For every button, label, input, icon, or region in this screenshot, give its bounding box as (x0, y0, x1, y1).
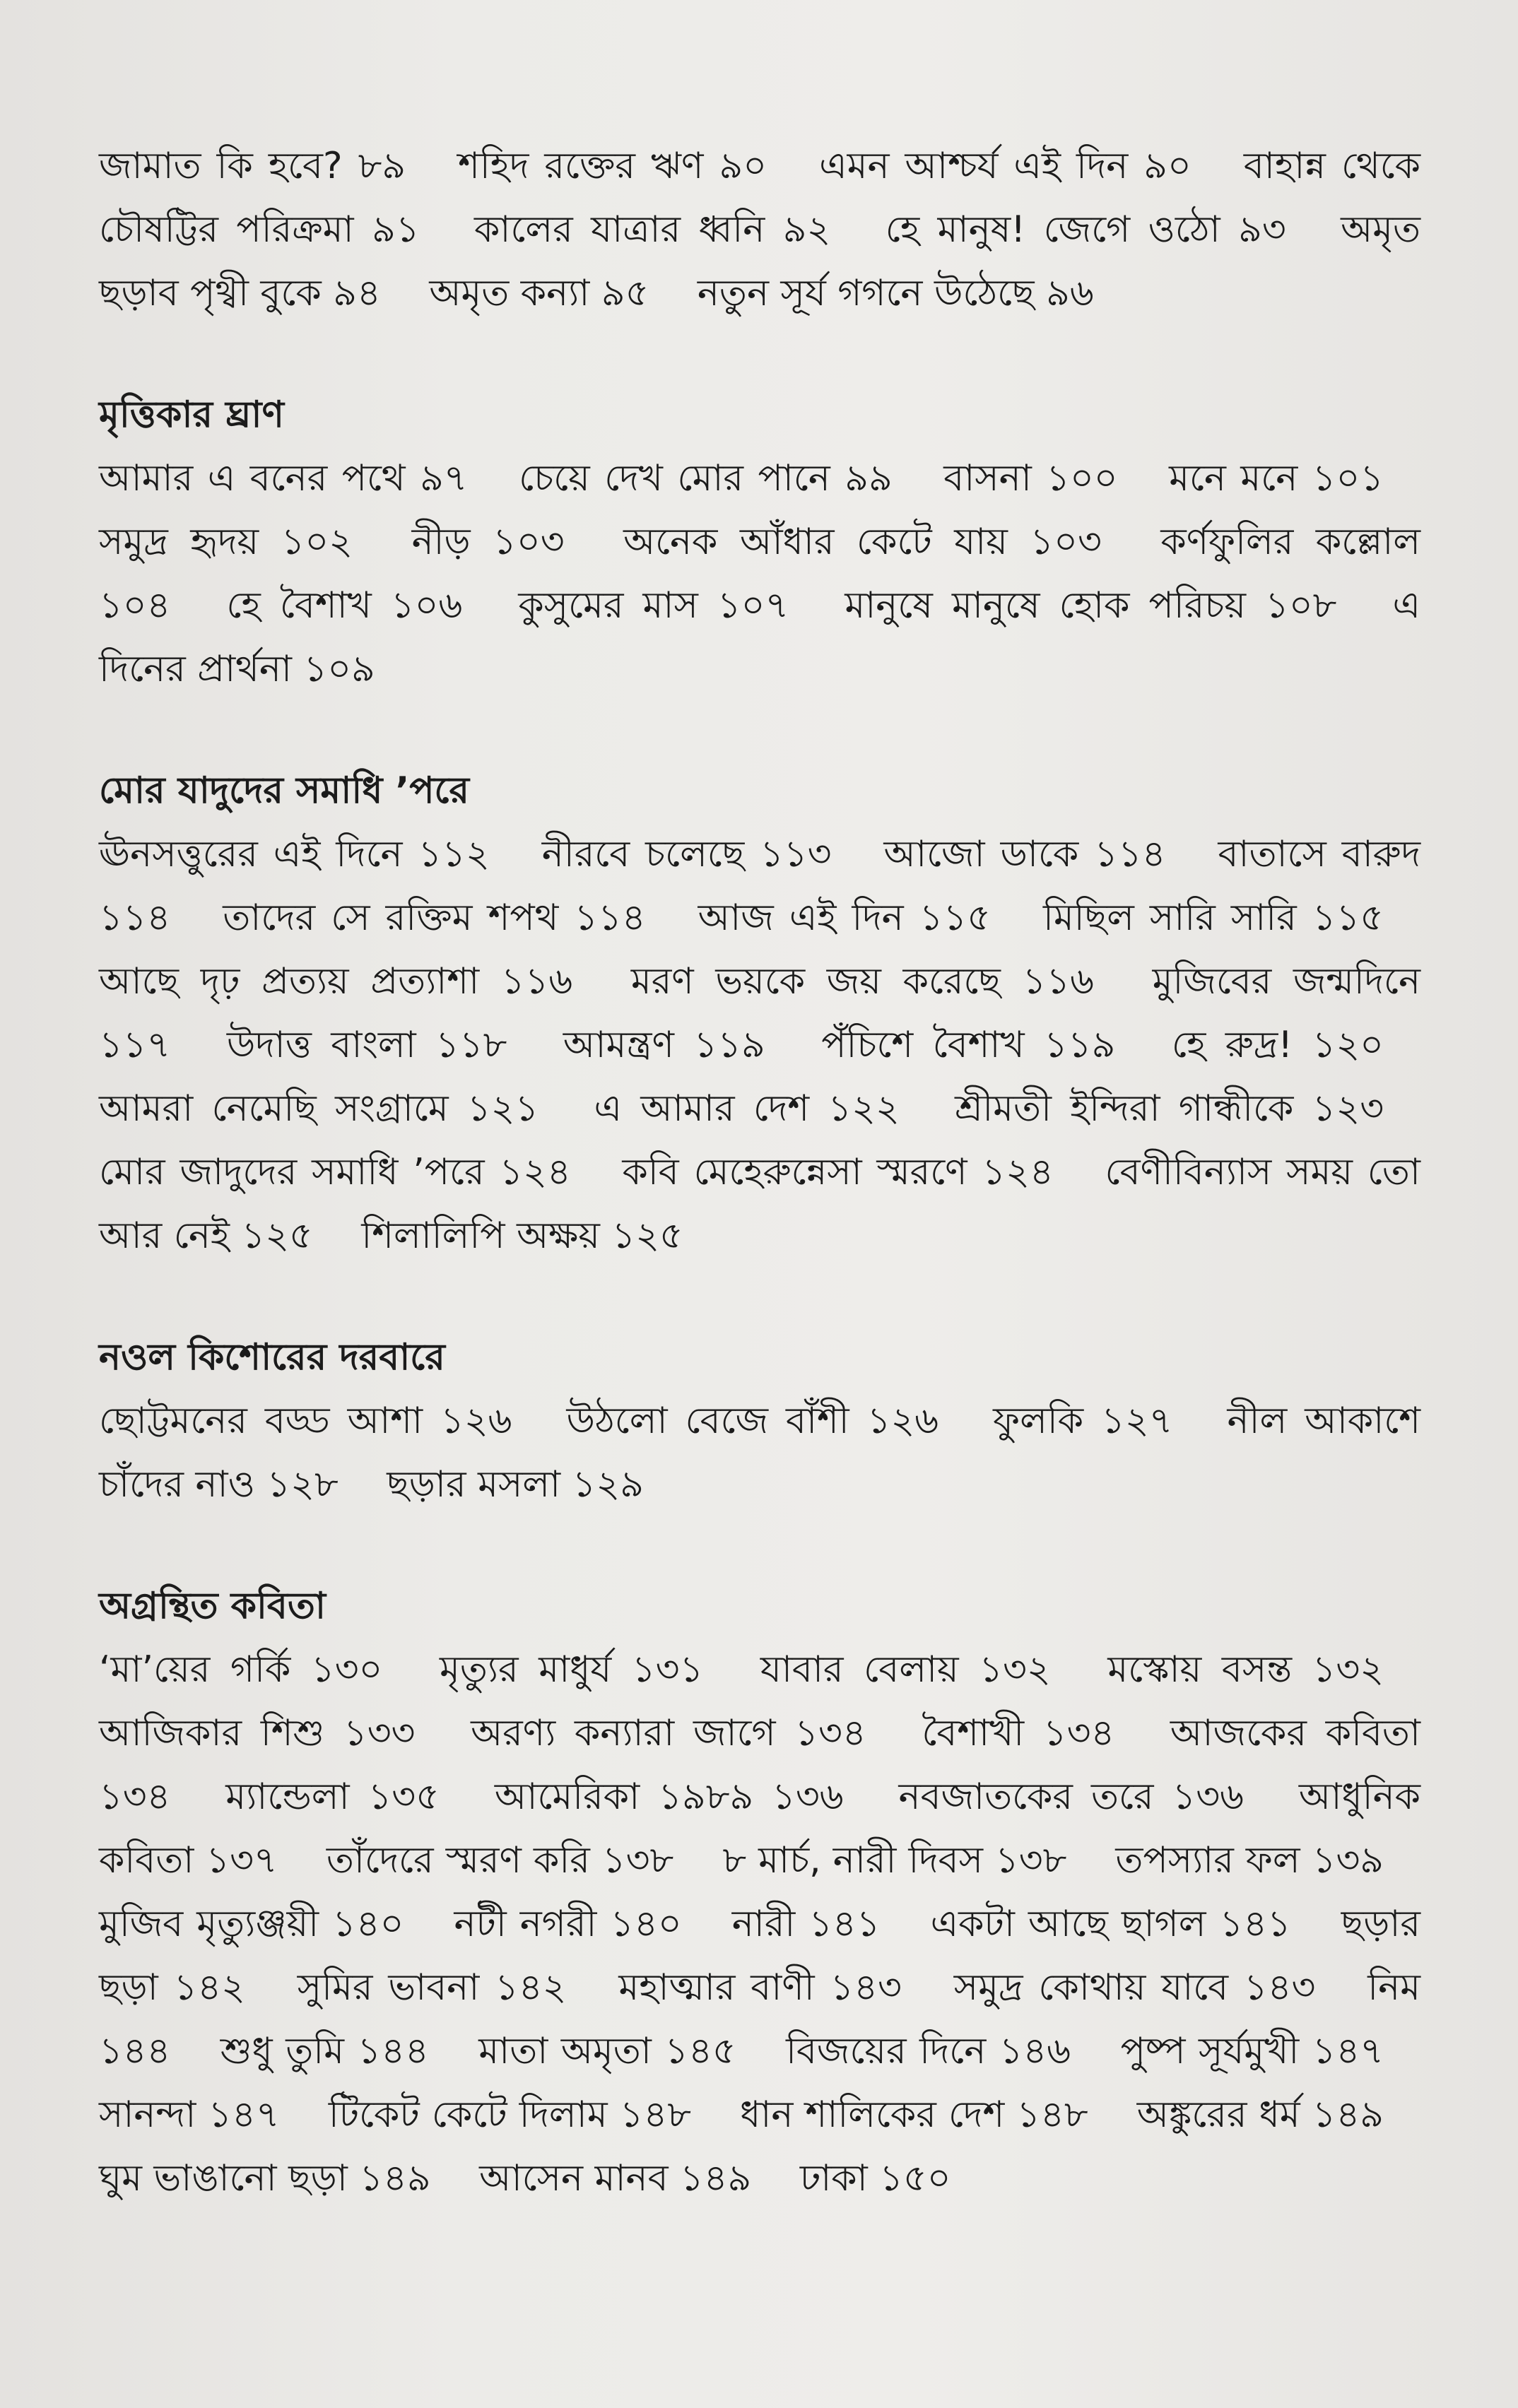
toc-entry: সানন্দা ১৪৭ (99, 2094, 280, 2136)
toc-entry: নীল আকাশে চাঁদের নাও ১২৮ (99, 1400, 1421, 1506)
toc-entry: নীরবে চলেছে ১১৩ (541, 833, 832, 875)
toc-entry: মরণ ভয়কে জয় করেছে ১১৬ (630, 960, 1094, 1003)
toc-entry: শ্রীমতী ইন্দিরা গান্ধীকে ১২৩ (955, 1087, 1384, 1130)
toc-entry: আমরা নেমেছি সংগ্রামে ১২১ (99, 1087, 539, 1130)
toc-entry: আসেন মানব ১৪৯ (479, 2157, 752, 2200)
toc-entry: আধুনিক কবিতা ১৩৭ (99, 1776, 1420, 1882)
toc-section-nawal-kishor (99, 1326, 1420, 1516)
toc-entry: অমৃত কন্যা ৯৫ (429, 272, 649, 314)
toc-entry: সমুদ্র হৃদয় ১০২ (99, 521, 353, 563)
toc-entry: ধান শালিকের দেশ ১৪৮ (740, 2094, 1088, 2136)
toc-entry: জামাত কি হবে? ৮৯ (99, 145, 406, 187)
toc-entry: উঠলো বেজে বাঁশী ১২৬ (566, 1400, 939, 1442)
toc-entry: পঁচিশে বৈশাখ ১১৯ (821, 1024, 1116, 1066)
toc-entry: উদাত্ত বাংলা ১১৮ (226, 1024, 507, 1066)
section-heading: অগ্রন্থিত কবিতা (99, 1585, 326, 1627)
toc-entry: শিলালিপি অক্ষয় ১২৫ (361, 1215, 683, 1257)
toc-entry: মাতা অমৃতা ১৪৫ (478, 2030, 736, 2072)
toc-entry: ঊনসত্তুরের এই দিনে ১১২ (99, 833, 490, 875)
toc-entry: মনে মনে ১০১ (1169, 457, 1384, 500)
toc-entry: শুধু তুমি ১৪৪ (220, 2030, 429, 2072)
toc-entry: এ দিনের প্রার্থনা ১০৯ (99, 584, 1421, 690)
toc-entry: মোর জাদুদের সমাধি ’পরে ১২৪ (99, 1151, 571, 1193)
toc-entry: আজো ডাকে ১১৪ (883, 833, 1166, 875)
toc-entry: ‘মা’য়ের গর্কি ১৩০ (99, 1648, 383, 1691)
toc-entry: নটী নগরী ১৪০ (454, 1903, 682, 1945)
toc-entry: ছড়ার ছড়া ১৪২ (99, 1903, 1421, 2009)
toc-entry: ঢাকা ১৫০ (799, 2157, 951, 2200)
toc-entry: অঙ্কুরের ধর্ম ১৪৯ (1136, 2094, 1384, 2136)
section-heading: মোর যাদুদের সমাধি ’পরে (99, 769, 470, 812)
toc-entries (99, 1389, 1420, 1516)
toc-entry: নারী ১৪১ (731, 1903, 881, 1945)
toc-entry: আজ এই দিন ১১৫ (698, 897, 991, 939)
toc-entry: অমৃত ছড়াব পৃথ্বী বুকে ৯৪ (99, 208, 1421, 314)
toc-entry: আজিকার শিশু ১৩৩ (99, 1712, 416, 1754)
toc-entry: বেণীবিন্যাস সময় তো আর নেই ১২৫ (99, 1151, 1420, 1257)
toc-entry: নীড় ১০৩ (411, 521, 565, 563)
section-heading: নওল কিশোরের দরবারে (99, 1336, 445, 1379)
toc-entry: হে মানুষ! জেগে ওঠো ৯৩ (885, 208, 1286, 251)
toc-section-continued (99, 134, 1420, 325)
toc-entry: চেয়ে দেখ মোর পানে ৯৯ (519, 457, 893, 500)
toc-entry: আজকের কবিতা ১৩৪ (99, 1712, 1421, 1818)
toc-section-agranthita-kobita (99, 1574, 1420, 2210)
toc-entry: কালের যাত্রার ধ্বনি ৯২ (474, 208, 831, 251)
toc-entry: মৃত্যুর মাধুর্য ১৩১ (439, 1648, 704, 1691)
toc-entry: আমেরিকা ১৯৮৯ ১৩৬ (494, 1776, 844, 1818)
toc-entry: মুজিবের জন্মদিনে ১১৭ (99, 960, 1420, 1066)
toc-entry: তাদের সে রক্তিম শপথ ১১৪ (223, 897, 646, 939)
toc-entry: নতুন সূর্য গগনে উঠেছে ৯৬ (697, 272, 1094, 314)
toc-entry: নবজাতকের তরে ১৩৬ (898, 1776, 1244, 1818)
toc-entry: ৮ মার্চ, নারী দিবস ১৩৮ (722, 1839, 1067, 1882)
toc-entry: আমার এ বনের পথে ৯৭ (99, 457, 468, 500)
toc-entry: মুজিব মৃত্যুঞ্জয়ী ১৪০ (99, 1903, 404, 1945)
toc-entries (99, 1638, 1420, 2210)
toc-entry: আমন্ত্রণ ১১৯ (563, 1024, 765, 1066)
toc-entry: ম্যান্ডেলা ১৩৫ (225, 1776, 440, 1818)
toc-entry: এ আমার দেশ ১২২ (594, 1087, 900, 1130)
toc-entries (99, 822, 1420, 1268)
toc-entry: ফুলকি ১২৭ (993, 1400, 1173, 1442)
toc-entry: মহাত্মার বাণী ১৪৩ (618, 1966, 902, 2009)
toc-entry: ঘুম ভাঙানো ছড়া ১৪৯ (99, 2157, 431, 2200)
toc-entry: টিকেট কেটে দিলাম ১৪৮ (328, 2094, 691, 2136)
section-heading: মৃত্তিকার ঘ্রাণ (99, 394, 284, 436)
toc-entry: একটা আছে ছাগল ১৪১ (930, 1903, 1291, 1945)
toc-entry: মস্কোয় বসন্ত ১৩২ (1107, 1648, 1384, 1691)
toc-entry: পুষ্প সূর্যমুখী ১৪৭ (1120, 2030, 1384, 2072)
toc-entry: তপস্যার ফল ১৩৯ (1115, 1839, 1384, 1882)
toc-section-jadur-samadhi (99, 759, 1420, 1268)
toc-entry: ছোট্টমনের বড্ড আশা ১২৬ (99, 1400, 512, 1442)
toc-entry: ছড়ার মসলা ১২৯ (387, 1463, 644, 1506)
toc-entry: তাঁদেরে স্মরণ করি ১৩৮ (326, 1839, 674, 1882)
toc-entry: কর্ণফুলির কল্লোল ১০৪ (99, 521, 1421, 627)
toc-entry: কবি মেহেরুন্নেসা স্মরণে ১২৪ (622, 1151, 1054, 1193)
toc-entry: বৈশাখী ১৩৪ (922, 1712, 1115, 1754)
toc-entry: হে রুদ্র! ১২০ (1171, 1024, 1384, 1066)
toc-entry: সুমির ভাবনা ১৪২ (297, 1966, 567, 2009)
toc-entry: শহিদ রক্তের ঋণ ৯০ (458, 145, 767, 187)
toc-entry: অনেক আঁধার কেটে যায় ১০৩ (623, 521, 1102, 563)
toc-entry: বাসনা ১০০ (943, 457, 1118, 500)
toc-entries (99, 447, 1420, 701)
toc-entries (99, 134, 1420, 325)
toc-entry: এমন আশ্চর্য এই দিন ৯০ (819, 145, 1192, 187)
table-of-contents (99, 134, 1420, 2210)
toc-entry: বাহান্ন থেকে চৌষট্টির পরিক্রমা ৯১ (99, 145, 1421, 251)
toc-section-mrittikar-ghran (99, 383, 1420, 701)
toc-entry: সমুদ্র কোথায় যাবে ১৪৩ (953, 1966, 1316, 2009)
toc-entry: অরণ্য কন্যারা জাগে ১৩৪ (471, 1712, 866, 1754)
toc-entry: হে বৈশাখ ১০৬ (226, 584, 463, 627)
toc-entry: বাতাসে বারুদ ১১৪ (99, 833, 1421, 939)
toc-entry: আছে দৃঢ় প্রত্যয় প্রত্যাশা ১১৬ (99, 960, 573, 1003)
toc-entry: কুসুমের মাস ১০৭ (518, 584, 789, 627)
toc-entry: মানুষে মানুষে হোক পরিচয় ১০৮ (845, 584, 1337, 627)
toc-entry: মিছিল সারি সারি ১১৫ (1042, 897, 1384, 939)
toc-entry: বিজয়ের দিনে ১৪৬ (786, 2030, 1071, 2072)
toc-entry: নিম ১৪৪ (99, 1966, 1420, 2072)
toc-entry: যাবার বেলায় ১৩২ (760, 1648, 1051, 1691)
